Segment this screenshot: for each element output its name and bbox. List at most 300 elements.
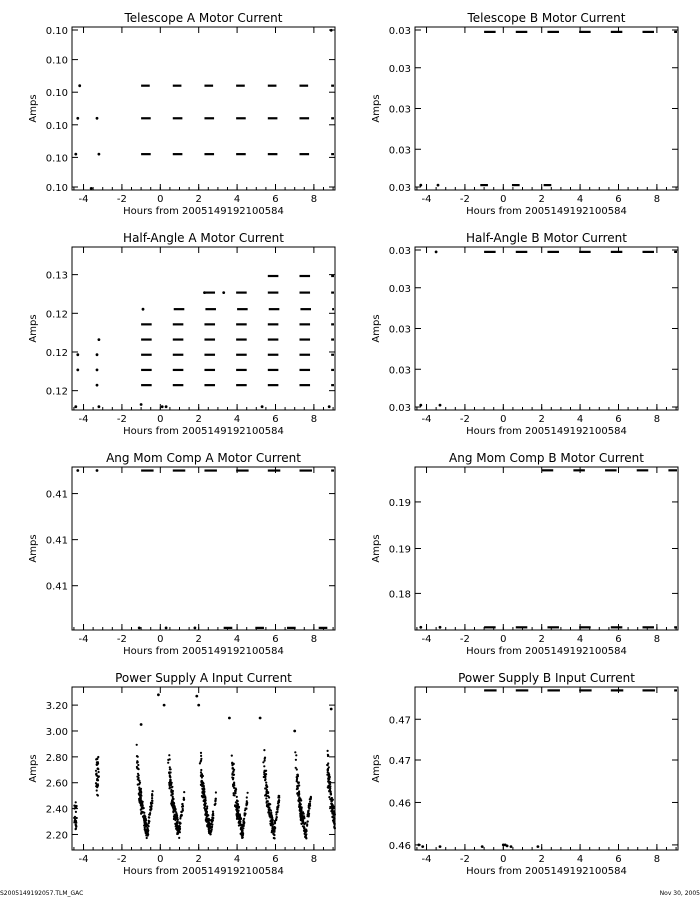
x-tick-label: 6	[615, 194, 622, 205]
data-point	[439, 845, 442, 848]
x-tick-label: 0	[157, 194, 164, 205]
data-point	[183, 799, 185, 801]
data-point	[233, 774, 235, 776]
data-point	[209, 831, 211, 833]
data-point	[202, 790, 204, 792]
data-point	[96, 778, 98, 780]
data-point	[214, 800, 216, 802]
data-point	[439, 626, 442, 629]
data-point	[169, 768, 171, 770]
data-point	[75, 801, 77, 803]
data-point	[240, 824, 242, 826]
data-point	[264, 758, 266, 760]
y-tick-label: 3.20	[45, 701, 68, 713]
data-point	[275, 813, 277, 815]
data-point	[233, 783, 235, 785]
x-tick-label: 0	[157, 854, 164, 865]
data-point	[228, 717, 231, 720]
data-point	[419, 404, 422, 407]
data-point	[264, 774, 266, 776]
x-tick-label: 6	[615, 634, 622, 645]
x-tick-label: 2	[538, 854, 545, 865]
data-point	[302, 820, 304, 822]
data-point	[97, 768, 99, 770]
data-point	[202, 796, 204, 798]
data-point	[140, 403, 143, 406]
data-point	[264, 770, 266, 772]
x-tick-label: 8	[653, 194, 661, 205]
data-point	[421, 845, 424, 848]
x-tick-label: 4	[233, 854, 241, 865]
data-point	[200, 771, 202, 773]
data-point	[143, 818, 145, 820]
data-point	[167, 762, 169, 764]
data-point	[149, 809, 151, 811]
data-point	[212, 814, 214, 816]
x-tick-label: 4	[233, 414, 241, 425]
y-tick-label: 0.03	[388, 403, 411, 414]
y-tick-label: 0.03	[388, 324, 411, 336]
data-point	[263, 765, 265, 767]
data-point	[328, 773, 330, 775]
data-point	[140, 791, 142, 793]
data-point	[271, 816, 273, 818]
data-point	[233, 794, 235, 796]
data-point	[161, 405, 164, 408]
x-tick-label: 8	[310, 414, 318, 425]
data-point	[170, 790, 172, 792]
data-point	[264, 779, 266, 781]
data-point	[481, 845, 484, 848]
data-point	[328, 766, 330, 768]
data-point	[241, 830, 243, 832]
chart-title: Telescope B Motor Current	[467, 11, 626, 25]
data-point	[239, 821, 241, 823]
x-tick-label: 6	[272, 634, 279, 645]
data-point	[274, 822, 276, 824]
data-point	[95, 782, 97, 784]
data-point	[96, 369, 99, 372]
x-axis-label: Hours from 2005149192100584	[466, 646, 627, 657]
data-point	[269, 823, 271, 825]
data-point	[327, 781, 329, 783]
data-point	[327, 785, 329, 787]
data-point	[235, 804, 237, 806]
data-point	[151, 800, 153, 802]
y-tick-label: 0.13	[45, 270, 68, 282]
data-point	[203, 807, 205, 809]
data-point	[138, 794, 140, 796]
y-tick-label: 0.12	[45, 386, 68, 398]
chart-title: Power Supply B Input Current	[458, 671, 635, 685]
x-tick-label: -4	[78, 414, 89, 425]
x-tick-label: -4	[421, 414, 432, 425]
x-tick-label: -2	[459, 854, 470, 865]
x-axis-label: Hours from 2005149192100584	[466, 426, 627, 437]
data-point	[299, 815, 301, 817]
y-tick-label: 0.12	[45, 347, 68, 359]
data-point	[304, 834, 306, 836]
data-point	[537, 845, 540, 848]
data-point	[210, 823, 212, 825]
data-point	[298, 794, 300, 796]
data-point	[137, 761, 139, 763]
data-point	[265, 797, 267, 799]
data-point	[327, 750, 329, 752]
data-point	[170, 779, 172, 781]
data-point	[143, 815, 145, 817]
data-point	[239, 814, 241, 816]
data-point	[200, 780, 202, 782]
chart-title: Half-Angle B Motor Current	[466, 231, 627, 245]
data-point	[149, 812, 151, 814]
x-tick-label: 8	[310, 854, 318, 865]
y-tick-label: 0.18	[388, 589, 411, 601]
data-point	[244, 809, 246, 811]
y-tick-label: 0.47	[388, 756, 411, 768]
data-point	[200, 759, 202, 761]
data-point	[309, 798, 311, 800]
data-point	[245, 807, 247, 809]
y-tick-label: 0.12	[45, 309, 68, 321]
data-point	[98, 338, 101, 341]
y-tick-label: 0.03	[388, 246, 411, 257]
data-point	[177, 832, 179, 834]
data-point	[265, 782, 267, 784]
x-tick-label: 0	[500, 414, 507, 425]
data-point	[175, 818, 177, 820]
x-tick-label: 6	[615, 854, 622, 865]
data-point	[330, 708, 333, 711]
data-point	[332, 808, 334, 810]
data-point	[200, 752, 202, 754]
x-tick-label: 0	[500, 194, 507, 205]
data-point	[203, 785, 205, 787]
data-point	[236, 807, 238, 809]
x-tick-label: 6	[272, 414, 279, 425]
x-tick-label: 0	[500, 854, 507, 865]
data-point	[163, 704, 166, 707]
y-tick-label: 0.03	[388, 365, 411, 377]
y-tick-label: 2.80	[45, 752, 68, 764]
data-point	[202, 793, 204, 795]
y-tick-label: 2.40	[45, 804, 68, 816]
x-tick-label: 6	[615, 414, 622, 425]
data-point	[152, 790, 154, 792]
y-axis-label: Amps	[28, 754, 39, 783]
x-tick-label: -4	[421, 194, 432, 205]
data-point	[305, 837, 307, 839]
data-point	[199, 762, 201, 764]
data-point	[301, 813, 303, 815]
data-point	[98, 153, 101, 156]
data-point	[179, 826, 181, 828]
data-point	[96, 774, 98, 776]
data-point	[137, 756, 139, 758]
data-point	[212, 819, 214, 821]
data-point	[95, 770, 97, 772]
data-point	[298, 800, 300, 802]
data-point	[334, 827, 336, 829]
data-point	[307, 821, 309, 823]
data-point	[147, 829, 149, 831]
footer-date: Nov 30, 2005	[659, 890, 700, 897]
data-point	[232, 770, 234, 772]
data-point	[330, 803, 332, 805]
data-point	[76, 369, 79, 372]
data-point	[274, 827, 276, 829]
data-point	[148, 825, 150, 827]
x-axis-label: Hours from 2005149192100584	[123, 646, 284, 657]
data-point	[246, 802, 248, 804]
data-point	[215, 791, 217, 793]
data-point	[262, 761, 264, 763]
data-point	[98, 771, 100, 773]
plot-frame	[415, 687, 678, 850]
data-point	[148, 817, 150, 819]
data-point	[246, 800, 248, 802]
x-tick-label: 2	[195, 194, 202, 205]
data-point	[268, 811, 270, 813]
data-point	[140, 799, 142, 801]
data-point	[268, 796, 270, 798]
data-point	[328, 790, 330, 792]
data-point	[295, 754, 297, 756]
data-point	[174, 808, 176, 810]
data-point	[138, 627, 141, 630]
data-point	[296, 787, 298, 789]
data-point	[235, 789, 237, 791]
x-tick-label: 6	[272, 194, 279, 205]
data-point	[302, 825, 304, 827]
data-point	[148, 820, 150, 822]
data-point	[140, 805, 142, 807]
data-point	[267, 792, 269, 794]
x-tick-label: -4	[78, 854, 89, 865]
x-tick-label: 6	[272, 854, 279, 865]
y-tick-label: 0.41	[45, 535, 68, 547]
data-point	[176, 826, 178, 828]
y-tick-label: 0.47	[388, 715, 411, 727]
data-point	[270, 810, 272, 812]
chart-title: Power Supply A Input Current	[115, 671, 292, 685]
data-point	[235, 801, 237, 803]
data-point	[137, 764, 139, 766]
data-point	[170, 781, 172, 783]
y-tick-label: 0.03	[388, 283, 411, 295]
y-tick-label: 0.03	[388, 145, 411, 157]
data-point	[76, 817, 78, 819]
data-point	[231, 776, 233, 778]
data-point	[150, 803, 152, 805]
data-point	[331, 816, 333, 818]
data-point	[277, 796, 279, 798]
y-tick-label: 0.46	[388, 798, 411, 810]
data-point	[149, 806, 151, 808]
data-point	[278, 804, 280, 806]
data-point	[138, 783, 140, 785]
plot-frame	[72, 467, 335, 630]
y-axis-label: Amps	[371, 534, 382, 563]
data-point	[236, 799, 238, 801]
data-point	[212, 811, 214, 813]
data-point	[328, 796, 330, 798]
data-point	[270, 814, 272, 816]
y-tick-label: 0.03	[388, 104, 411, 116]
data-point	[169, 776, 171, 778]
data-point	[200, 755, 202, 757]
x-tick-label: 2	[195, 634, 202, 645]
data-point	[97, 783, 99, 785]
data-point	[145, 831, 147, 833]
data-point	[201, 782, 203, 784]
data-point	[180, 822, 182, 824]
plot-frame	[415, 27, 678, 190]
data-point	[510, 845, 513, 848]
data-point	[244, 813, 246, 815]
data-point	[151, 795, 153, 797]
data-point	[306, 823, 308, 825]
y-tick-label: 0.19	[388, 497, 411, 509]
data-point	[300, 809, 302, 811]
data-point	[137, 778, 139, 780]
x-axis-label: Hours from 2005149192100584	[123, 426, 284, 437]
data-point	[169, 766, 171, 768]
data-point	[236, 816, 238, 818]
plot-frame	[415, 247, 678, 410]
data-point	[97, 794, 99, 796]
data-point	[278, 800, 280, 802]
y-tick-label: 0.03	[388, 26, 411, 37]
data-point	[232, 767, 234, 769]
data-point	[140, 803, 142, 805]
data-point	[274, 820, 276, 822]
data-point	[330, 29, 333, 32]
data-point	[78, 84, 81, 87]
data-point	[419, 626, 422, 629]
data-point	[136, 767, 138, 769]
x-tick-label: 0	[157, 634, 164, 645]
data-point	[206, 825, 208, 827]
data-point	[276, 811, 278, 813]
chart-title: Ang Mom Comp A Motor Current	[106, 451, 301, 465]
data-point	[295, 759, 297, 761]
data-point	[241, 834, 243, 836]
data-point	[146, 837, 148, 839]
data-point	[169, 758, 171, 760]
data-point	[296, 768, 298, 770]
data-point	[95, 785, 97, 787]
data-point	[74, 405, 77, 408]
data-point	[297, 775, 299, 777]
data-point	[273, 829, 275, 831]
data-point	[74, 806, 76, 808]
data-point	[168, 772, 170, 774]
data-point	[327, 762, 329, 764]
data-point	[97, 756, 99, 758]
data-point	[168, 787, 170, 789]
data-point	[74, 153, 77, 156]
data-point	[439, 404, 442, 407]
data-point	[178, 837, 180, 839]
data-point	[181, 803, 183, 805]
data-point	[331, 805, 333, 807]
data-point	[140, 808, 142, 810]
data-point	[170, 783, 172, 785]
data-point	[96, 384, 99, 387]
data-point	[328, 405, 331, 408]
data-point	[334, 813, 336, 815]
data-point	[273, 833, 275, 835]
y-axis-label: Amps	[371, 314, 382, 343]
data-point	[73, 821, 75, 823]
x-tick-label: -4	[78, 634, 89, 645]
data-point	[276, 808, 278, 810]
data-point	[206, 807, 208, 809]
data-point	[180, 814, 182, 816]
y-tick-label: 0.10	[45, 183, 68, 194]
data-point	[231, 755, 233, 757]
data-point	[242, 827, 244, 829]
data-point	[266, 785, 268, 787]
data-point	[214, 803, 216, 805]
data-point	[222, 291, 225, 294]
data-point	[174, 815, 176, 817]
x-tick-label: 8	[653, 854, 661, 865]
y-tick-label: 0.10	[45, 153, 68, 165]
data-point	[435, 251, 438, 254]
data-point	[182, 809, 184, 811]
data-point	[204, 805, 206, 807]
data-point	[299, 813, 301, 815]
x-tick-label: 4	[233, 634, 241, 645]
x-tick-label: 2	[538, 634, 545, 645]
x-axis-label: Hours from 2005149192100584	[466, 206, 627, 217]
data-point	[271, 819, 273, 821]
data-point	[309, 803, 311, 805]
data-point	[506, 845, 509, 848]
data-point	[151, 797, 153, 799]
y-tick-label: 2.20	[45, 830, 68, 842]
data-point	[75, 811, 77, 813]
chart-title: Telescope A Motor Current	[124, 11, 283, 25]
data-point	[165, 627, 168, 630]
data-point	[96, 469, 99, 472]
data-point	[267, 800, 269, 802]
data-point	[136, 744, 138, 746]
data-point	[201, 788, 203, 790]
plot-frame	[72, 247, 335, 410]
y-tick-label: 0.03	[388, 183, 411, 194]
x-tick-label: 0	[157, 414, 164, 425]
x-tick-label: 2	[538, 194, 545, 205]
data-point	[171, 786, 173, 788]
data-point	[140, 723, 143, 726]
y-tick-label: 0.46	[388, 840, 411, 852]
data-point	[329, 785, 331, 787]
data-point	[141, 812, 143, 814]
y-tick-label: 0.10	[45, 26, 68, 37]
x-tick-label: -4	[78, 194, 89, 205]
data-point	[297, 781, 299, 783]
x-tick-label: 4	[233, 194, 241, 205]
data-point	[203, 291, 206, 294]
data-point	[140, 788, 142, 790]
data-point	[240, 818, 242, 820]
data-point	[265, 790, 267, 792]
data-point	[76, 469, 79, 472]
data-point	[177, 820, 179, 822]
